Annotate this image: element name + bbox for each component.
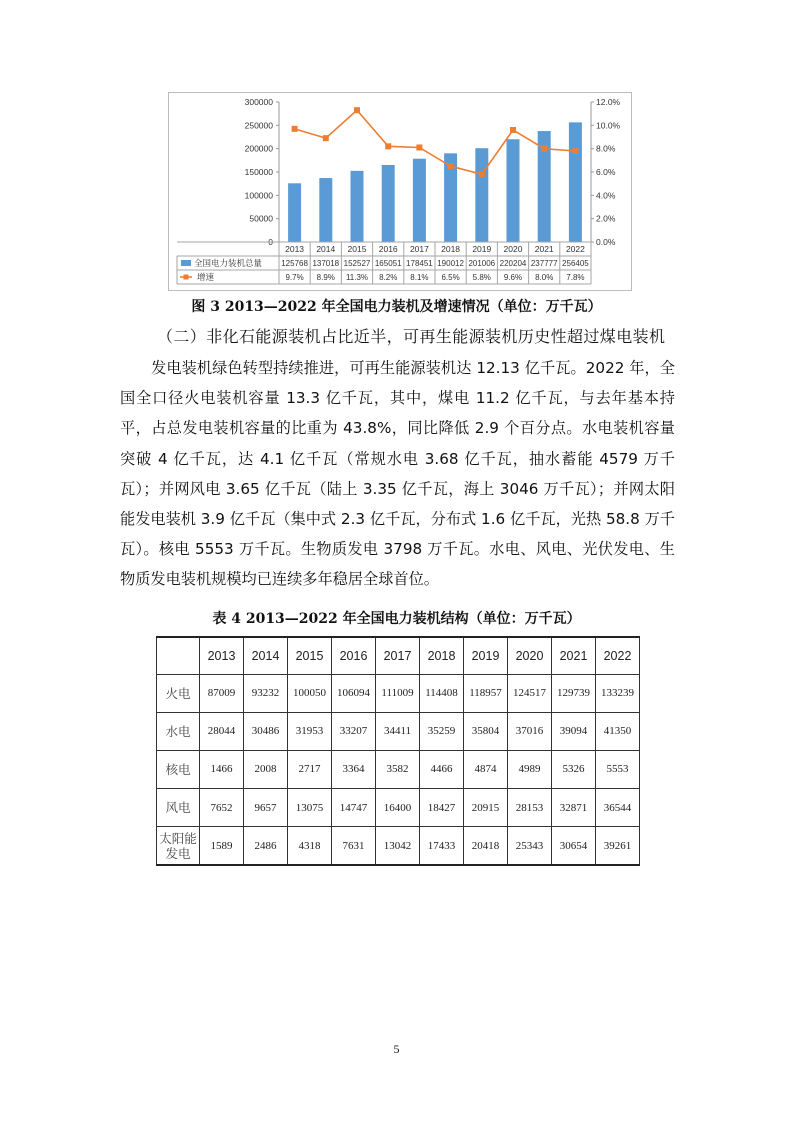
table-cell: 2486: [244, 827, 288, 865]
chart-bar: [475, 148, 488, 242]
table-cell: 35804: [464, 712, 508, 750]
table-cell: 3364: [332, 750, 376, 788]
x-axis-category-label: 2019: [472, 244, 492, 254]
table-cell: 25343: [508, 827, 552, 865]
table-cell: 13075: [288, 789, 332, 827]
data-table-total-value: 125768: [281, 259, 308, 268]
x-axis-category-label: 2016: [378, 244, 398, 254]
data-table-growth-value: 8.1%: [410, 273, 429, 282]
x-axis-category-label: 2020: [503, 244, 523, 254]
figure-caption: 图 3 2013—2022 年全国电力装机及增速情况（单位：万千瓦）: [191, 299, 602, 315]
table-cell: 4318: [288, 827, 332, 865]
growth-point: [323, 135, 329, 141]
x-axis-category-label: 2013: [285, 244, 305, 254]
table-cell: 20418: [464, 827, 508, 865]
growth-point: [385, 143, 391, 149]
table-column-header: 2014: [244, 637, 288, 674]
table-row: [157, 827, 640, 865]
data-table-total-value: 178451: [406, 259, 433, 268]
data-table-growth-value: 7.8%: [566, 273, 585, 282]
table-cell: 14747: [332, 789, 376, 827]
data-table-growth-value: 5.8%: [472, 273, 491, 282]
table-row-label: 核电: [157, 750, 200, 788]
table-cell: 41350: [596, 712, 640, 750]
right-axis-tick-label: 4.0%: [596, 190, 616, 201]
growth-point: [292, 126, 298, 132]
table-row: [157, 789, 640, 827]
data-table-growth-value: 8.0%: [535, 273, 554, 282]
data-table-total-value: 137018: [312, 259, 340, 268]
table-column-header: 2013: [200, 637, 244, 674]
chart-figure: [168, 92, 632, 291]
chart-bar: [288, 183, 301, 242]
table-row: [157, 674, 640, 712]
data-table-growth-value: 8.9%: [316, 273, 335, 282]
left-axis-tick-label: 0: [268, 237, 273, 247]
growth-point: [541, 146, 547, 152]
chart-svg: [169, 93, 631, 290]
chart-bar: [351, 171, 364, 242]
x-axis-category-label: 2022: [565, 244, 585, 254]
table-cell: 87009: [200, 674, 244, 712]
growth-point: [448, 163, 454, 169]
legend-line-label: 增速: [197, 273, 215, 283]
table-cell: 18427: [420, 789, 464, 827]
table-cell: 30654: [552, 827, 596, 865]
left-axis-tick-label: 50000: [249, 213, 273, 224]
table-column-header: 2020: [508, 637, 552, 674]
data-table-total-value: 220204: [499, 259, 527, 268]
right-axis-tick-label: 2.0%: [596, 213, 616, 224]
table-cell: 35259: [420, 712, 464, 750]
legend-bar-key: [181, 260, 191, 266]
table-cell: 2717: [288, 750, 332, 788]
table-row-label: 水电: [157, 712, 200, 750]
data-table-total-value: 201006: [468, 259, 496, 268]
left-axis-tick-label: 150000: [244, 167, 273, 177]
table-corner-cell: [157, 637, 200, 674]
table-column-header: 2016: [332, 637, 376, 674]
section-heading: （二）非化石能源装机占比近半，可再生能源装机历史性超过煤电装机: [157, 327, 666, 346]
table-cell: 4989: [508, 750, 552, 788]
table-cell: 111009: [376, 674, 420, 712]
data-table-growth-value: 9.6%: [503, 273, 523, 282]
table-cell: 39094: [552, 712, 596, 750]
chart-bar: [569, 122, 582, 242]
table-cell: 114408: [420, 674, 464, 712]
table-cell: 32871: [552, 789, 596, 827]
growth-point: [510, 127, 516, 133]
x-axis-category-label: 2021: [534, 244, 554, 254]
table-cell: 9657: [244, 789, 288, 827]
table-cell: 100050: [288, 674, 332, 712]
table-column-header: 2021: [552, 637, 596, 674]
table-row: [157, 712, 640, 750]
page-number: 5: [393, 1042, 400, 1056]
x-axis-category-label: 2017: [409, 244, 429, 254]
table-cell: 129739: [552, 674, 596, 712]
table-row-label: 风电: [157, 789, 200, 827]
table-column-header: 2019: [464, 637, 508, 674]
table-row-label: 太阳能发电: [157, 827, 200, 865]
x-axis-category-label: 2018: [441, 244, 461, 254]
legend-line-marker: [184, 275, 189, 280]
table-cell: 4874: [464, 750, 508, 788]
table-cell: 36544: [596, 789, 640, 827]
legend-bar-label: 全国电力装机总量: [194, 259, 263, 269]
x-axis-category-label: 2014: [316, 244, 336, 254]
data-table-total-value: 256405: [562, 259, 589, 268]
table-cell: 30486: [244, 712, 288, 750]
data-table-total-value: 190012: [437, 259, 464, 268]
right-axis-tick-label: 8.0%: [596, 143, 616, 154]
right-axis-tick-label: 0.0%: [596, 237, 616, 247]
chart-bar: [507, 139, 520, 242]
data-table-growth-value: 9.7%: [285, 273, 304, 282]
table-cell: 34411: [376, 712, 420, 750]
paragraph-text: 发电装机绿色转型持续推进，可再生能源装机达 12.13 亿千瓦。2022 年，全国全口径火电装机容量 13.3 亿千瓦，其中，煤电 11.2 亿千瓦，与去年基本持平，占总发电装机容量的比重为 43.8%，同比降低 2.9 个百分点。水电装机容量突破 4 亿千瓦，达 4.1 亿千瓦（常规水电 3.68 亿千瓦，抽水蓄能 4579 万千瓦）；并网风电 3.65 亿千瓦（陆上 3.35 亿千瓦，海上 3046 万千瓦）；并网太阳能发电装机 3.9 亿千瓦（集中式 2.3 亿千瓦，分布式 1.6 亿千瓦，光热 58.8 万千瓦）。核电 5553 万千瓦。生物质发电 3798 万千瓦。水电、风电、光伏发电、生物质发电装机规模均已连续多年稳居全球首位。: [120, 359, 675, 589]
growth-series-line: [295, 110, 576, 174]
table-cell: 4466: [420, 750, 464, 788]
table-column-header: 2022: [596, 637, 640, 674]
table-cell: 5553: [596, 750, 640, 788]
left-axis-tick-label: 250000: [244, 120, 273, 131]
data-table-growth-value: 8.2%: [379, 273, 398, 282]
chart-bar: [382, 165, 395, 242]
left-axis-tick-label: 300000: [244, 97, 273, 107]
table-cell: 118957: [464, 674, 508, 712]
table-column-header: 2018: [420, 637, 464, 674]
table-cell: 3582: [376, 750, 420, 788]
table-cell: 13042: [376, 827, 420, 865]
table-cell: 1589: [200, 827, 244, 865]
table-cell: 1466: [200, 750, 244, 788]
table-cell: 28044: [200, 712, 244, 750]
table-cell: 93232: [244, 674, 288, 712]
table-caption: 表 4 2013—2022 年全国电力装机结构（单位：万千瓦）: [212, 611, 581, 627]
table-cell: 17433: [420, 827, 464, 865]
growth-point: [572, 148, 578, 154]
data-table-total-value: 237777: [530, 259, 558, 268]
right-axis-tick-label: 6.0%: [596, 167, 616, 177]
table-cell: 33207: [332, 712, 376, 750]
table-cell: 39261: [596, 827, 640, 865]
table-cell: 7631: [332, 827, 376, 865]
table-cell: 28153: [508, 789, 552, 827]
capacity-structure-table: [156, 636, 640, 866]
table-column-header: 2015: [288, 637, 332, 674]
table-cell: 31953: [288, 712, 332, 750]
table-cell: 133239: [596, 674, 640, 712]
table-column-header: 2017: [376, 637, 420, 674]
table-cell: 16400: [376, 789, 420, 827]
right-axis-tick-label: 10.0%: [596, 120, 621, 131]
table-cell: 2008: [244, 750, 288, 788]
right-axis-tick-label: 12.0%: [596, 97, 621, 107]
data-table-total-value: 165051: [374, 259, 402, 268]
growth-point: [479, 171, 485, 177]
chart-bar: [413, 159, 426, 242]
table-header-row: [157, 637, 640, 674]
table-row-label: 火电: [157, 674, 200, 712]
chart-bar: [319, 178, 332, 242]
x-axis-category-label: 2015: [347, 244, 367, 254]
table-cell: 5326: [552, 750, 596, 788]
table-cell: 124517: [508, 674, 552, 712]
left-axis-tick-label: 100000: [244, 190, 273, 201]
table-cell: 20915: [464, 789, 508, 827]
table-cell: 7652: [200, 789, 244, 827]
data-table-growth-value: 6.5%: [441, 273, 460, 282]
data-table-total-value: 152527: [343, 259, 371, 268]
table-row: [157, 750, 640, 788]
growth-point: [416, 145, 422, 151]
left-axis-tick-label: 200000: [244, 143, 273, 154]
body-paragraph: [120, 353, 675, 595]
table-cell: 106094: [332, 674, 376, 712]
data-table-growth-value: 11.3%: [345, 273, 369, 282]
growth-point: [354, 107, 360, 113]
table-cell: 37016: [508, 712, 552, 750]
